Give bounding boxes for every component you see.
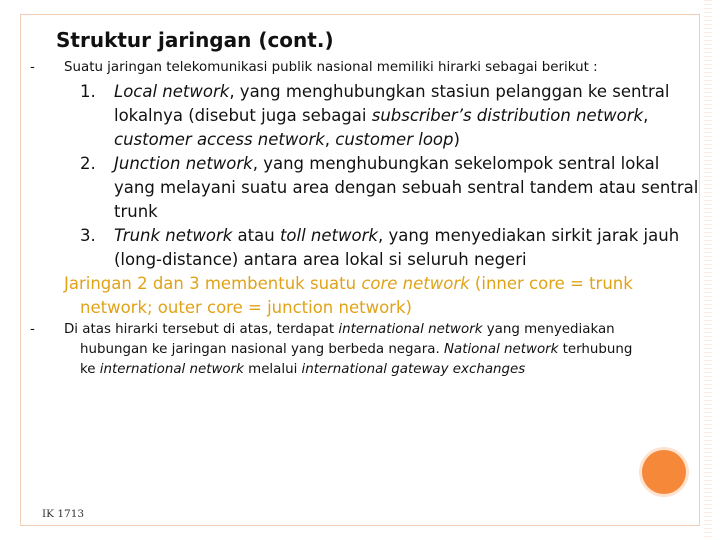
term-customer-access-network: customer access network: [114, 130, 325, 149]
bullet-text: Di atas hirarki tersebut di atas, terdapat: [64, 322, 339, 337]
item-text: ,: [643, 106, 649, 125]
slide-title: Struktur jaringan (cont.): [56, 28, 334, 52]
bullet-text: yang menyediakan: [482, 322, 615, 337]
term-international-network: international network: [99, 362, 244, 377]
term-local-network: Local network: [114, 82, 230, 101]
bullet-dash: -: [30, 322, 35, 337]
bullet-text: Suatu jaringan telekomunikasi publik nasional memiliki hirarki sebagai berikut :: [64, 60, 598, 75]
term-junction-network: Junction network: [114, 154, 253, 173]
note-text: Jaringan 2 dan 3 membentuk suatu: [64, 274, 362, 293]
item-text: ,: [324, 130, 336, 149]
note-text: (inner core = trunk: [469, 274, 633, 293]
note-text: network; outer core = junction network): [80, 298, 412, 317]
item-text: (long-distance) antara area lokal si seluruh negeri: [114, 250, 527, 269]
slide-footer: IK 1713: [42, 508, 85, 520]
term-toll-network: toll network: [279, 226, 378, 245]
item-text: atau: [232, 226, 280, 245]
item-text: lokalnya (disebut juga sebagai: [114, 106, 372, 125]
term-core-network: core network: [361, 274, 470, 293]
item-text: trunk: [114, 202, 158, 221]
decorative-orange-circle: [642, 450, 686, 494]
item-text: yang melayani suatu area dengan sebuah sentral tandem atau sentral: [114, 178, 699, 197]
term-national-network: National network: [443, 342, 559, 357]
item-text: , yang menghubungkan sekelompok sentral lokal: [252, 154, 660, 173]
item-text: , yang menghubungkan stasiun pelanggan ke sentral: [229, 82, 670, 101]
bullet-dash: -: [30, 60, 35, 75]
core-network-note: [64, 272, 664, 320]
term-international-network: international network: [338, 322, 483, 337]
bullet-text: melalui: [243, 362, 302, 377]
term-subscriber-distribution-network: subscriber’s distribution network: [371, 106, 644, 125]
item-text: ): [453, 130, 460, 149]
item-number: 1.: [80, 82, 96, 101]
bullet-text: hubungan ke jaringan nasional yang berbeda negara.: [80, 342, 444, 357]
item-number: 2.: [80, 154, 96, 173]
term-international-gateway-exchanges: international gateway exchanges: [301, 362, 526, 377]
term-trunk-network: Trunk network: [114, 226, 233, 245]
item-number: 3.: [80, 226, 96, 245]
item-text: , yang menyediakan sirkit jarak jauh: [377, 226, 680, 245]
term-customer-loop: customer loop: [335, 130, 454, 149]
bullet-text: terhubung: [558, 342, 633, 357]
decorative-side-pattern: [704, 0, 712, 540]
bullet-text: ke: [80, 362, 100, 377]
